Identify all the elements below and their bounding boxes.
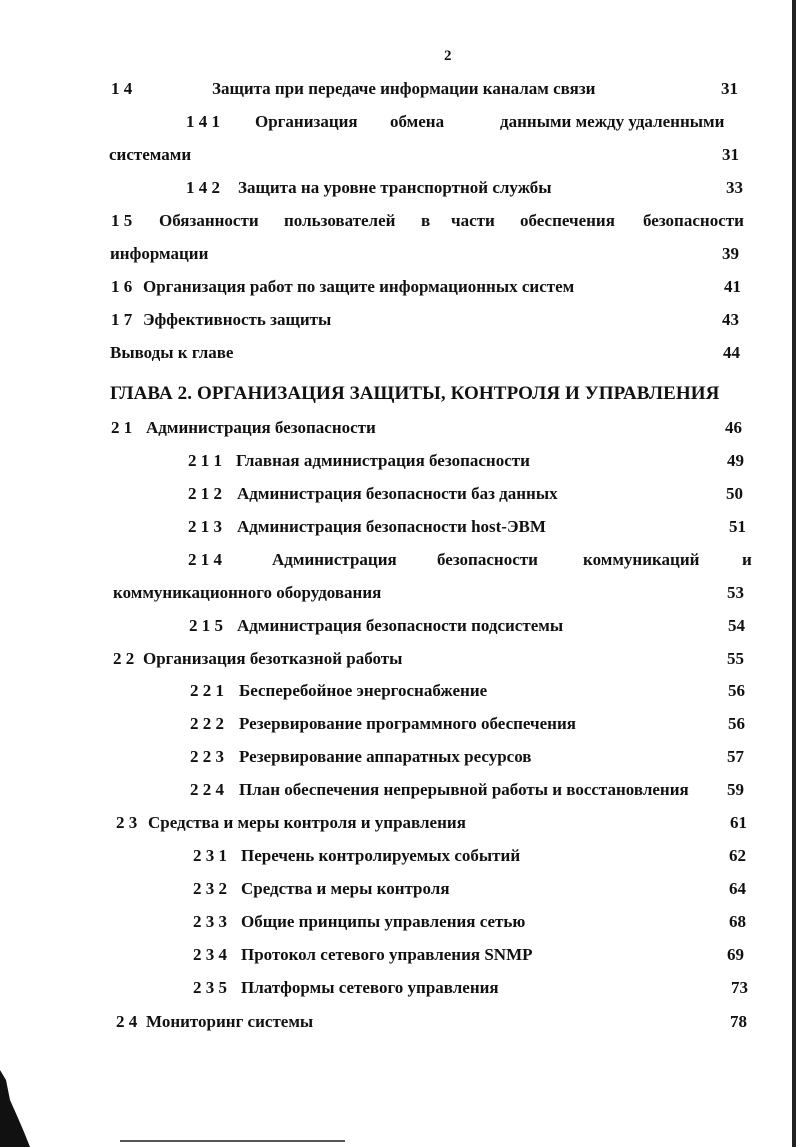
scan-corner-shadow	[0, 1070, 30, 1147]
toc-2-2-2-page: 56	[728, 714, 745, 733]
toc-1-4-1-word: Организация	[255, 112, 358, 131]
page-number: 2	[444, 48, 452, 64]
toc-2-3-1-number: 2 3 1	[193, 846, 227, 865]
scan-bottom-line	[120, 1140, 345, 1142]
toc-2-1-3-page: 51	[729, 517, 746, 536]
toc-2-2-title: Организация безотказной работы	[143, 649, 403, 668]
toc-2-4-title: Мониторинг системы	[146, 1012, 314, 1031]
toc-2-2-3-number: 2 2 3	[190, 747, 224, 766]
toc-2-1-1-number: 2 1 1	[188, 451, 222, 470]
toc-conclusions-title: Выводы к главе	[110, 343, 234, 362]
toc-2-2-3-page: 57	[727, 747, 744, 766]
toc-1-5-word: пользователей	[284, 211, 396, 230]
toc-2-3-3-number: 2 3 3	[193, 912, 227, 931]
toc-conclusions-page: 44	[723, 343, 740, 362]
toc-2-1-4-number: 2 1 4	[188, 550, 222, 569]
toc-1-6-title: Организация работ по защите информационных систем	[143, 277, 575, 296]
toc-2-1-4-word: безопасности	[437, 550, 538, 569]
toc-2-1-2-page: 50	[726, 484, 743, 503]
toc-2-2-page: 55	[727, 649, 744, 668]
toc-2-2-4-title: План обеспечения непрерывной работы и восстановления	[239, 780, 689, 799]
toc-1-4-2-page: 33	[726, 178, 743, 197]
toc-2-2-number: 2 2	[113, 649, 135, 668]
toc-2-2-3-title: Резервирование аппаратных ресурсов	[239, 747, 532, 766]
toc-2-1-5-page: 54	[728, 616, 745, 635]
toc-2-1-5-title: Администрация безопасности подсистемы	[237, 616, 564, 635]
toc-1-7-page: 43	[722, 310, 739, 329]
toc-2-1-4-page: 53	[727, 583, 744, 602]
toc-2-3-1-page: 62	[729, 846, 746, 865]
toc-2-2-2-title: Резервирование программного обеспечения	[239, 714, 576, 733]
toc-2-2-1-title: Бесперебойное энергоснабжение	[239, 681, 488, 700]
toc-2-3-5-title: Платформы сетевого управления	[241, 978, 499, 997]
toc-2-1-1-title: Главная администрация безопасности	[236, 451, 530, 470]
toc-1-4-1-page: 31	[722, 145, 739, 164]
toc-1-5-page: 39	[722, 244, 739, 263]
toc-2-3-2-number: 2 3 2	[193, 879, 227, 898]
toc-1-4-1-continuation: системами	[109, 145, 192, 164]
toc-1-7-number: 1 7	[111, 310, 133, 329]
toc-1-4-title: Защита при передаче информации каналам связи	[212, 79, 596, 98]
toc-1-5-word: Обязанности	[159, 211, 259, 230]
toc-2-4-number: 2 4	[116, 1012, 138, 1031]
toc-1-5-number: 1 5	[111, 211, 133, 230]
scan-edge-shadow	[792, 0, 796, 1147]
toc-2-2-1-number: 2 2 1	[190, 681, 224, 700]
toc-2-2-4-page: 59	[727, 780, 744, 799]
toc-2-1-2-title: Администрация безопасности баз данных	[237, 484, 558, 503]
toc-2-1-3-title: Администрация безопасности host-ЭВМ	[237, 517, 546, 536]
toc-2-3-5-number: 2 3 5	[193, 978, 227, 997]
toc-1-5-word: части	[451, 211, 495, 230]
toc-2-3-title: Средства и меры контроля и управления	[148, 813, 466, 832]
toc-2-3-2-title: Средства и меры контроля	[241, 879, 450, 898]
toc-2-1-number: 2 1	[111, 418, 133, 437]
toc-1-5-continuation: информации	[110, 244, 209, 263]
toc-1-7-title: Эффективность защиты	[143, 310, 332, 329]
toc-2-1-3-number: 2 1 3	[188, 517, 222, 536]
toc-2-3-4-page: 69	[727, 945, 744, 964]
toc-2-3-2-page: 64	[729, 879, 746, 898]
toc-2-3-4-title: Протокол сетевого управления SNMP	[241, 945, 533, 964]
toc-1-4-1-word: обмена	[390, 112, 445, 131]
toc-1-4-2-title: Защита на уровне транспортной службы	[238, 178, 552, 197]
toc-1-5-word: обеспечения	[520, 211, 615, 230]
toc-2-3-3-title: Общие принципы управления сетью	[241, 912, 526, 931]
toc-2-1-2-number: 2 1 2	[188, 484, 222, 503]
toc-2-4-page: 78	[730, 1012, 747, 1031]
chapter-2-title: ГЛАВА 2. ОРГАНИЗАЦИЯ ЗАЩИТЫ, КОНТРОЛЯ И УПРАВЛЕНИЯ	[110, 383, 720, 404]
toc-2-1-page: 46	[725, 418, 742, 437]
toc-2-1-4-continuation: коммуникационного оборудования	[113, 583, 382, 602]
toc-1-4-1-number: 1 4 1	[186, 112, 220, 131]
toc-2-2-4-number: 2 2 4	[190, 780, 224, 799]
toc-1-5-word: в	[421, 211, 431, 230]
toc-2-3-1-title: Перечень контролируемых событий	[241, 846, 521, 865]
toc-2-2-2-number: 2 2 2	[190, 714, 224, 733]
toc-1-6-number: 1 6	[111, 277, 133, 296]
toc-2-3-5-page: 73	[731, 978, 748, 997]
toc-2-1-5-number: 2 1 5	[189, 616, 223, 635]
toc-2-1-4-word: и	[742, 550, 752, 569]
toc-1-4-1-word: данными между удаленными	[500, 112, 725, 131]
toc-2-3-number: 2 3	[116, 813, 138, 832]
toc-2-1-1-page: 49	[727, 451, 744, 470]
toc-2-1-title: Администрация безопасности	[146, 418, 376, 437]
toc-2-1-4-word: Администрация	[272, 550, 397, 569]
toc-2-2-1-page: 56	[728, 681, 745, 700]
toc-1-5-word: безопасности	[643, 211, 744, 230]
toc-1-4-number: 1 4	[111, 79, 133, 98]
toc-1-4-page: 31	[721, 79, 738, 98]
toc-2-3-page: 61	[730, 813, 747, 832]
toc-2-1-4-word: коммуникаций	[583, 550, 700, 569]
toc-2-3-3-page: 68	[729, 912, 746, 931]
toc-2-3-4-number: 2 3 4	[193, 945, 227, 964]
toc-1-6-page: 41	[724, 277, 741, 296]
toc-1-4-2-number: 1 4 2	[186, 178, 220, 197]
